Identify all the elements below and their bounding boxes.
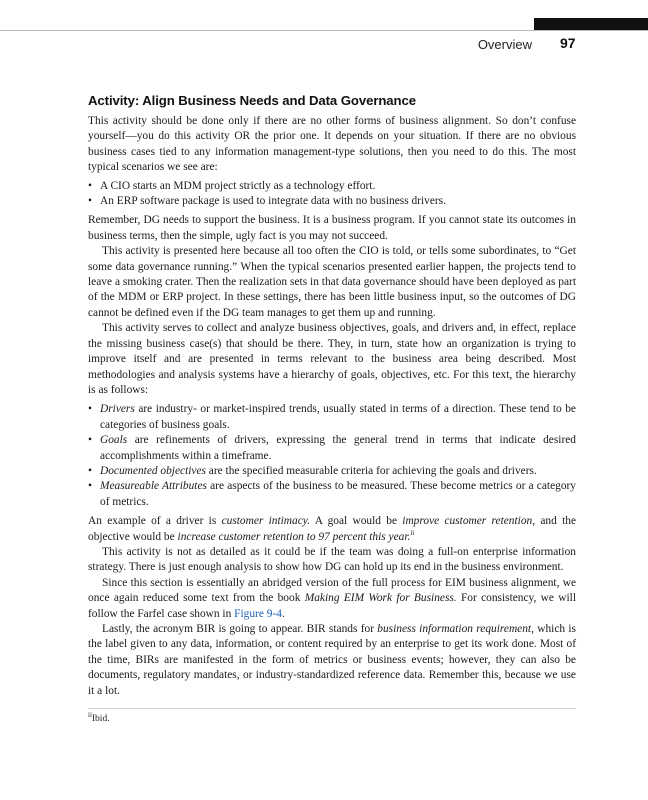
paragraph-detail: This activity is not as detailed as it could be if the team was doing a full-on enterprise information strategy. There is just enough analysis to show how DG can hold up its end in the business environment.: [88, 545, 576, 574]
example-driver: customer intimacy.: [221, 515, 311, 528]
paragraph-business: Remember, DG needs to support the business. It is a business program. If you cannot state its outcomes in business terms, then the simple, ugly fact is you may not succeed.: [88, 214, 576, 242]
text-run: Since this section is essentially an abridged version of the full process for EIM business alignment, we once again reduced some text from the book: [88, 576, 576, 605]
hierarchy-item: [88, 464, 576, 479]
scenario-item: • An ERP software package is used to integrate data with no business drivers.: [88, 194, 576, 209]
hierarchy-term: Goals: [100, 434, 128, 447]
hierarchy-text: are aspects of the business to be measured. These become metrics or a category of metrics.: [100, 480, 576, 508]
hierarchy-item: [88, 402, 576, 433]
hierarchy-text: are the specified measurable criteria for achieving the goals and drivers.: [205, 464, 537, 477]
example-goal: improve customer retention: [402, 515, 533, 528]
footnote-marker: ii: [88, 710, 92, 719]
paragraph-objectives: This activity serves to collect and analyze business objectives, goals, and drivers and, in effect, replace the missing business case(s) that should be there. They, in turn, state how an organization is trying to improve itself and are presented in terms relevant to the business area being described. Most methodologies and analysis systems have a hierarchy of goals, objectives, etc. For this text, the hierarchy is as follows:: [88, 322, 576, 396]
running-header-section: Overview: [477, 37, 532, 52]
footnote: [88, 710, 110, 724]
header-rule: [0, 30, 648, 31]
footnote-ref[interactable]: ii: [410, 528, 415, 537]
book-title: Making EIM Work for Business.: [304, 592, 457, 605]
hierarchy-item: [88, 479, 576, 510]
text-run: A goal would be: [310, 515, 403, 528]
hierarchy-term: Drivers: [100, 403, 135, 416]
header-bar: [534, 18, 648, 30]
scenario-list: [88, 179, 576, 210]
footnote-text: Ibid.: [91, 714, 110, 724]
hierarchy-text: are industry- or market-inspired trends, usually stated in terms of a direction. These tend to be categories of business goals.: [100, 403, 576, 431]
paragraph-bir: [88, 622, 576, 699]
hierarchy-list: [88, 402, 576, 510]
text-run: .: [281, 607, 285, 620]
text-run: An example of a driver is: [88, 515, 222, 528]
page-body: [88, 93, 576, 699]
bir-term: business information requirement: [377, 623, 532, 635]
paragraph-abridged: [88, 576, 576, 622]
hierarchy-text: are refinements of drivers, expressing the general trend in terms that indicate desired accomplishments within a timeframe.: [100, 434, 576, 462]
text-run: , which is the label given to any data, information, or content required by an enterprise to get its work done. Most of the time, BIRs are manifested in the form of metrics or business events; however, they can also be documents, regulatory mandates, or industry-standardized reference data. Remember this, because we use it a lot.: [88, 623, 576, 697]
text-run: For consistency, we will follow the Farfel case shown in: [88, 592, 576, 620]
hierarchy-term: Documented objectives: [100, 464, 206, 477]
text-run: , and the objective would be: [88, 515, 576, 543]
hierarchy-term: Measureable Attributes: [100, 480, 207, 493]
intro-paragraph: This activity should be done only if there are no other forms of business alignment. So don’t confuse yourself—you do this activity OR the prior one. It depends on your situation. If there are no obvious business cases tied to any information management-type solutions, then you need to do this. The most typical scenarios we see are:: [88, 115, 576, 174]
footnote-rule: [88, 708, 576, 709]
page-number: 97: [560, 35, 576, 51]
activity-heading: Activity: Align Business Needs and Data Governance: [88, 93, 416, 108]
paragraph-cio: This activity is presented here because all too often the CIO is told, or tells some subordinates, to “Get some data governance running.” When the typical scenarios presented earlier happen, the projects tend to leave a smoking crater. Then the realization sets in that data governance should have been deployed as part of the MDM or ERP project. In these settings, there has been little business input, so the outcomes of DG cannot be defined even if the DG team manages to get them up and running.: [88, 245, 576, 319]
example-objective: increase customer retention to 97 percent this year.: [177, 530, 411, 543]
figure-link[interactable]: Figure 9-4: [234, 607, 282, 620]
scenario-item: • A CIO starts an MDM project strictly as a technology effort.: [88, 179, 576, 194]
paragraph-example: [88, 514, 576, 545]
hierarchy-item: [88, 433, 576, 464]
text-run: Lastly, the acronym BIR is going to appear. BIR stands for: [102, 623, 378, 635]
